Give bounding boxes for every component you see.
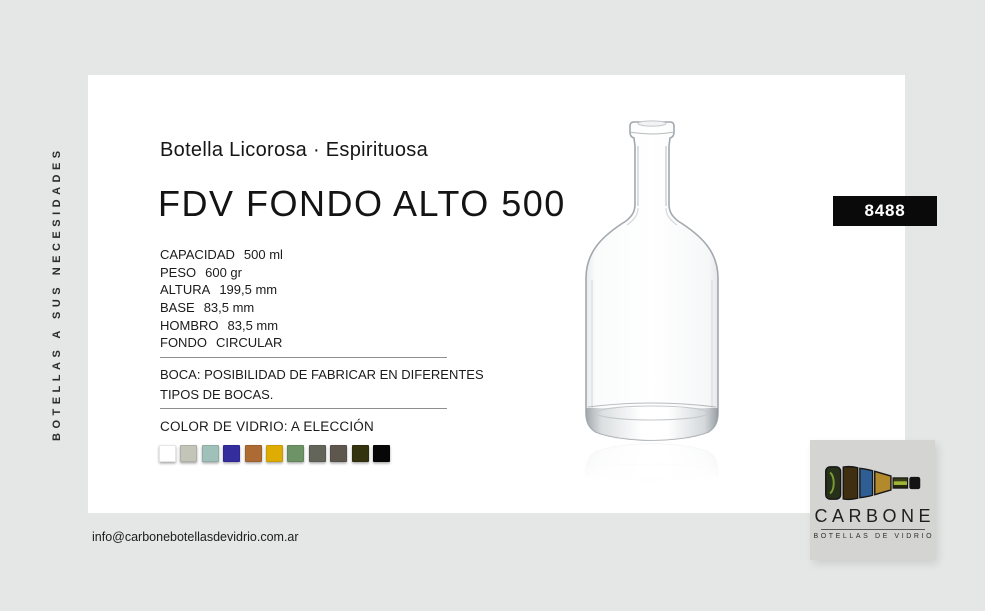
- glass-color-label: COLOR DE VIDRIO: A ELECCIÓN: [160, 419, 374, 434]
- spec-label: BASE: [160, 300, 195, 316]
- bottle-image: [572, 112, 732, 484]
- logo-brand-name: CARBONE: [814, 506, 936, 526]
- glass-color-swatch: [309, 445, 326, 462]
- spec-value: 83,5 mm: [227, 317, 279, 333]
- glass-color-swatch: [266, 445, 283, 462]
- spec-label: ALTURA: [160, 282, 211, 298]
- spec-value: 500 ml: [243, 247, 283, 262]
- glass-color-swatch: [202, 445, 219, 462]
- spec-value: 199,5 mm: [219, 282, 278, 298]
- boca-note: [160, 365, 484, 404]
- spec-fondo: [160, 334, 283, 352]
- product-category: Botella Licorosa · Espirituosa: [160, 139, 429, 161]
- spec-hombro: [160, 317, 283, 335]
- logo-divider: [821, 529, 925, 530]
- product-title: FDV FONDO ALTO 500: [158, 183, 566, 224]
- segmented-bottle-logo-icon: [824, 462, 922, 504]
- spec-peso: [160, 264, 283, 282]
- spec-label: PESO: [160, 264, 197, 280]
- product-code: 8488: [864, 201, 906, 220]
- spec-base: [160, 299, 283, 317]
- glass-color-swatch: [352, 445, 369, 462]
- spec-label: FONDO: [160, 335, 207, 351]
- contact-email[interactable]: info@carbonebotellasdevidrio.com.ar: [92, 530, 299, 544]
- spec-label: CAPACIDAD: [160, 247, 235, 262]
- product-code-badge: [833, 196, 937, 226]
- clear-glass-bottle-icon: [572, 112, 732, 484]
- boca-note-line1: BOCA: POSIBILIDAD DE FABRICAR EN DIFERENTES: [160, 367, 484, 382]
- spec-value: 83,5 mm: [203, 300, 255, 316]
- glass-color-swatch: [159, 445, 176, 462]
- logo-tagline: BOTELLAS DE VIDRIO: [813, 533, 935, 540]
- glass-color-swatch: [223, 445, 240, 462]
- divider: [160, 408, 447, 409]
- divider: [160, 357, 447, 358]
- boca-note-line2: TIPOS DE BOCAS.: [160, 386, 274, 402]
- glass-color-swatch: [373, 445, 390, 462]
- spec-altura: [160, 281, 283, 299]
- spec-list: [160, 246, 283, 352]
- vertical-brand-claim: BOTELLAS A SUS NECESIDADES: [51, 146, 63, 442]
- spec-label: HOMBRO: [160, 317, 219, 333]
- spec-value: CIRCULAR: [215, 335, 283, 351]
- spec-value: 600 gr: [205, 264, 242, 280]
- glass-color-swatch: [245, 445, 262, 462]
- glass-color-swatch: [180, 445, 197, 462]
- glass-color-swatches: [159, 445, 390, 462]
- glass-color-swatch: [287, 445, 304, 462]
- spec-capacidad: [160, 246, 283, 264]
- company-logo: [810, 440, 935, 560]
- glass-color-swatch: [330, 445, 347, 462]
